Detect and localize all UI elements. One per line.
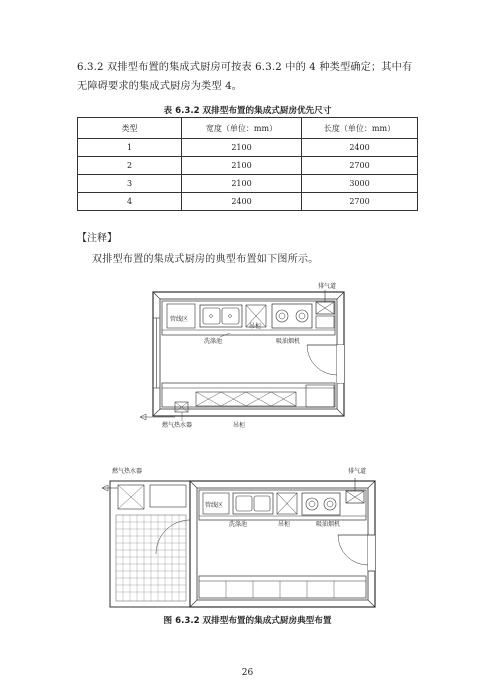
bottom-hood-label: 吸油烟机 — [316, 521, 341, 528]
bottom-counter-label: 吊柜 — [278, 521, 291, 528]
table-cell: 2700 — [302, 157, 418, 175]
bottom-exhaust-label: 排气道 — [348, 468, 367, 475]
top-sink-label: 洗涤池 — [204, 338, 223, 345]
header-width: 宽度（单位：mm） — [182, 118, 302, 139]
figure-caption: 图 6.3.2 双排型布置的集成式厨房典型布置 — [163, 616, 332, 626]
description-text: 双排型布置的集成式厨房的典型布置如下图所示。 — [92, 254, 319, 265]
table-cell: 3 — [78, 175, 182, 193]
table-cell: 1 — [78, 139, 182, 157]
table-cell: 2100 — [182, 157, 302, 175]
header-type: 类型 — [78, 118, 182, 139]
note-title: 【注释】 — [77, 233, 117, 244]
top-hood-label: 吸油烟机 — [276, 338, 301, 345]
bottom-pipe-zone-label: 管线区 — [205, 502, 224, 509]
top-exhaust-label: 排气道 — [318, 283, 337, 290]
bottom-heater-label: 燃气热水器 — [112, 468, 143, 475]
header-length: 长度（单位：mm） — [302, 118, 418, 139]
table-cell: 2100 — [182, 139, 302, 157]
table-cell: 2100 — [182, 175, 302, 193]
bottom-sink-label: 洗涤池 — [229, 521, 248, 528]
bottom-plan-counter-lower — [199, 576, 366, 598]
table-cell: 2700 — [302, 193, 418, 211]
balcony-tile-grid — [116, 515, 186, 601]
bottom-plan-counter-upper — [199, 490, 366, 520]
page-number: 26 — [241, 668, 254, 678]
table-cell: 3000 — [302, 175, 418, 193]
top-plan-outer-wall — [153, 292, 344, 416]
bottom-plan-hob — [302, 493, 340, 515]
top-pipe-zone-label: 管线区 — [170, 316, 189, 323]
top-heater-label: 燃气热水器 — [162, 422, 193, 429]
table-cell: 2400 — [182, 193, 302, 211]
top-plan-hob — [272, 304, 312, 328]
table-cell: 4 — [78, 193, 182, 211]
table-cell: 2 — [78, 157, 182, 175]
table-cell: 2400 — [302, 139, 418, 157]
top-lower-counter-label: 吊柜 — [233, 422, 246, 429]
intro-paragraph: 6.3.2 双排型布置的集成式厨房可按表 6.3.2 中的 4 种类型确定；其中有无障碍要求的集成式厨房为类型 4。 — [77, 62, 413, 92]
bottom-plan-outer-wall — [190, 481, 375, 607]
top-counter-label: 吊柜 — [249, 323, 262, 330]
table-caption: 表 6.3.2 双排型布置的集成式厨房优先尺寸 — [163, 106, 332, 116]
top-plan — [140, 290, 344, 421]
bottom-plan — [102, 478, 375, 607]
